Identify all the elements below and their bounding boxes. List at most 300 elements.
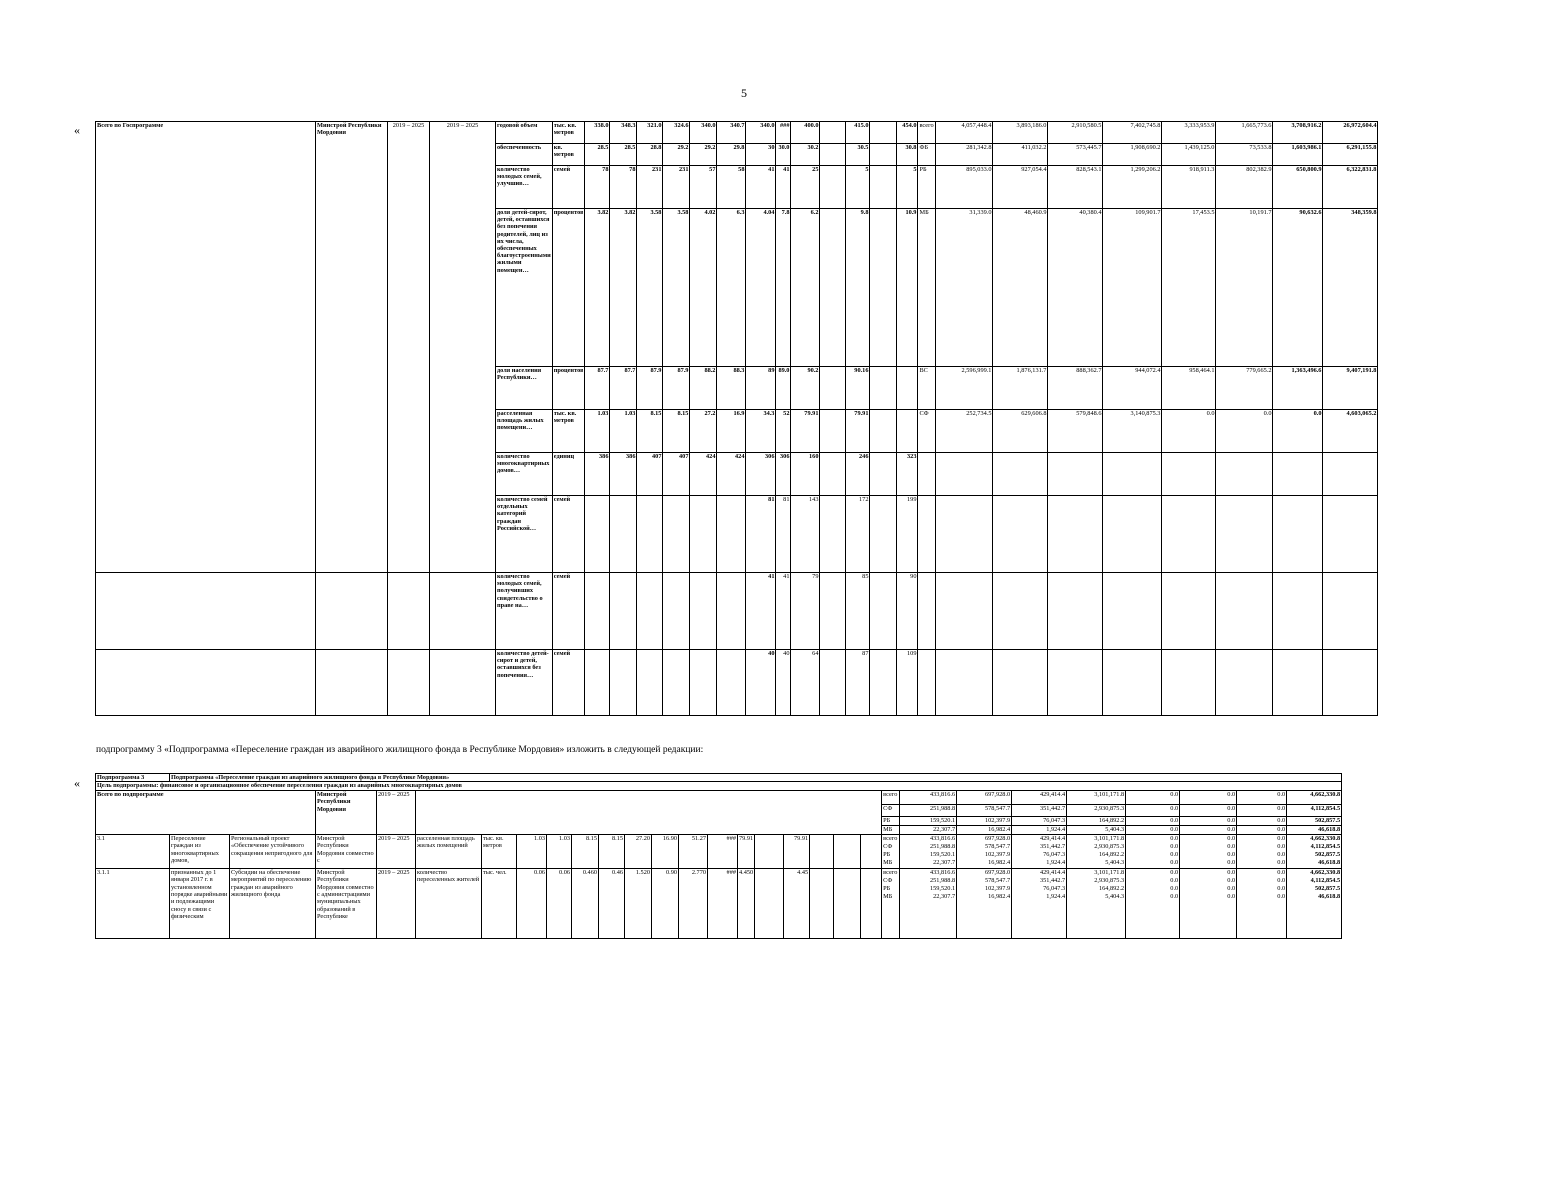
- value-cell: [820, 166, 846, 209]
- amount-cell: 888,362.7: [1048, 367, 1103, 410]
- amount-value: 16,982.4: [988, 859, 1011, 867]
- amount-cell: 0.0: [1237, 825, 1287, 834]
- amount-cell: 0.0: [1162, 410, 1216, 453]
- source-label: всего: [883, 834, 898, 842]
- empty-cell: [918, 650, 936, 716]
- program-title: Всего по Госпрограмме: [96, 122, 316, 573]
- value-cell: 5: [897, 166, 918, 209]
- amount-cell: 4,057,448.4: [936, 122, 993, 144]
- value-cell: [897, 410, 918, 453]
- amount-cell: 351,442.7: [1012, 804, 1067, 816]
- value-cell: 30.5: [846, 144, 870, 166]
- amount-cell: 164,892.2: [1067, 816, 1126, 825]
- amount-value: 0.0: [1227, 868, 1236, 876]
- value-cell: 7.8: [776, 209, 791, 367]
- amount-cell: 0.0: [1126, 804, 1180, 816]
- value-cell: 0.90: [652, 868, 679, 938]
- value-cell: 40: [746, 650, 776, 716]
- amount-cell: 433,816.6: [900, 790, 957, 804]
- source-cell: МБ: [918, 209, 936, 367]
- indicator-label: обеспеченность: [497, 144, 542, 151]
- amount-cell: 48,460.9: [993, 209, 1048, 367]
- indicator-label: количество детей-сирот и детей, оставшихся без попечения…: [497, 650, 549, 679]
- unit-cell: [552, 144, 585, 166]
- amount-cell: 779,665.2: [1216, 367, 1273, 410]
- value-cell: [820, 496, 846, 573]
- amount-value: 2,930,875.3: [1094, 843, 1125, 851]
- table-row: [96, 868, 1342, 938]
- amount-cell: 0.0: [1237, 816, 1287, 825]
- value-cell: 0.06: [517, 868, 547, 938]
- value-cell: 28.5: [585, 144, 610, 166]
- amount-value: 46,618.8: [1318, 859, 1341, 867]
- value-cell: [717, 496, 746, 573]
- value-cell: [870, 453, 897, 496]
- amount-cell: [1126, 868, 1180, 938]
- value-cell: [585, 650, 610, 716]
- indicator-label: годовой объем: [497, 122, 538, 129]
- amount-cell: 1,603,986.1: [1273, 144, 1323, 166]
- amount-cell: 1,299,206.2: [1103, 166, 1162, 209]
- page-number: 5: [741, 86, 747, 100]
- value-cell: 29.2: [690, 144, 717, 166]
- empty-cell: [1103, 650, 1162, 716]
- amount-cell: 1,908,690.2: [1103, 144, 1162, 166]
- amount-cell: 9,407,191.8: [1323, 367, 1378, 410]
- value-cell: [870, 209, 897, 367]
- empty-cell: [416, 790, 882, 834]
- amount-cell: [900, 834, 957, 868]
- unit-cell: [552, 367, 585, 410]
- measure-name: [170, 834, 230, 868]
- empty-cell: [430, 573, 496, 650]
- amount-cell: 944,072.4: [1103, 367, 1162, 410]
- amount-cell: [1012, 834, 1067, 868]
- source-label: СФ: [883, 843, 893, 851]
- project-name: [230, 868, 316, 938]
- value-cell: 386: [585, 453, 610, 496]
- value-cell: 340.0: [746, 122, 776, 144]
- empty-cell: [1273, 573, 1323, 650]
- value-cell: [717, 573, 746, 650]
- table-row: [96, 834, 1342, 868]
- executor-cell: [316, 834, 377, 868]
- unit-cell: [552, 496, 585, 573]
- amount-cell: [957, 868, 1012, 938]
- amount-cell: 0.0: [1180, 816, 1237, 825]
- amount-value: 0.0: [1227, 859, 1236, 867]
- project-name-text: Субсидии на обеспечение мероприятий по переселению граждан из аварийного жилищного фонда: [231, 868, 312, 899]
- source-cell: [882, 868, 900, 938]
- empty-cell: [936, 453, 993, 496]
- value-cell: 424: [717, 453, 746, 496]
- empty-cell: [96, 573, 316, 650]
- source-cell: ВС: [918, 367, 936, 410]
- value-cell: 9.8: [846, 209, 870, 367]
- amount-value: 102,397.9: [984, 885, 1011, 893]
- value-cell: 90.2: [791, 367, 820, 410]
- value-cell: 324.6: [663, 122, 690, 144]
- amount-value: 159,520.1: [929, 885, 956, 893]
- project-name: [230, 834, 316, 868]
- amount-value: 502,857.5: [1314, 851, 1341, 859]
- amount-value: 0.0: [1277, 893, 1286, 901]
- amount-cell: 697,928.0: [957, 790, 1012, 804]
- value-cell: 172: [846, 496, 870, 573]
- amount-value: 0.0: [1170, 834, 1179, 842]
- empty-cell: [993, 496, 1048, 573]
- source-label: МБ: [883, 893, 893, 901]
- indicator-label: расселенная площадь жилых помещени…: [497, 410, 544, 432]
- unit-label: единиц: [553, 453, 575, 460]
- value-cell: [690, 496, 717, 573]
- value-cell: 79.91: [791, 410, 820, 453]
- source-cell: всего: [882, 790, 900, 804]
- value-cell: 6.2: [791, 209, 820, 367]
- value-cell: 5: [846, 166, 870, 209]
- amount-cell: [1237, 868, 1287, 938]
- amount-value: 433,816.6: [929, 868, 956, 876]
- amount-value: 0.0: [1227, 834, 1236, 842]
- indicator-name: [496, 410, 553, 453]
- value-cell: 4.45: [784, 868, 810, 938]
- value-cell: 41: [746, 166, 776, 209]
- value-cell: [870, 573, 897, 650]
- unit-cell: [552, 209, 585, 367]
- empty-cell: [936, 650, 993, 716]
- amount-cell: [1126, 834, 1180, 868]
- amount-cell: 4,662,330.8: [1287, 790, 1342, 804]
- value-cell: 30.8: [897, 144, 918, 166]
- empty-cell: [1216, 496, 1273, 573]
- value-cell: 323: [897, 453, 918, 496]
- amount-cell: 1,439,125.0: [1162, 144, 1216, 166]
- value-cell: [820, 144, 846, 166]
- unit-cell: [552, 410, 585, 453]
- period-cell: 2019 – 2025: [377, 868, 416, 938]
- amount-cell: 102,397.9: [957, 816, 1012, 825]
- value-cell: [690, 573, 717, 650]
- amount-cell: 4,112,854.5: [1287, 804, 1342, 816]
- empty-cell: [1162, 453, 1216, 496]
- unit-label: тыс. кв. метров: [553, 410, 577, 425]
- empty-cell: [388, 573, 430, 650]
- amount-value: 578,547.7: [984, 843, 1011, 851]
- amount-cell: 502,857.5: [1287, 816, 1342, 825]
- value-cell: 30: [746, 144, 776, 166]
- value-cell: 30.2: [791, 144, 820, 166]
- value-cell: 51.27: [679, 834, 708, 868]
- value-cell: 3.82: [585, 209, 610, 367]
- empty-cell: [1162, 573, 1216, 650]
- amount-cell: 3,708,916.2: [1273, 122, 1323, 144]
- empty-cell: [1216, 453, 1273, 496]
- value-cell: [663, 573, 690, 650]
- value-cell: 109: [897, 650, 918, 716]
- total-label: Всего по подпрограмме: [96, 790, 316, 834]
- source-label: всего: [883, 868, 898, 876]
- indicator-name: расселенная площадь жилых помещений: [416, 834, 482, 868]
- empty-cell: [1273, 496, 1323, 573]
- value-cell: [820, 367, 846, 410]
- amount-value: 251,988.8: [929, 843, 956, 851]
- source-label: РБ: [883, 885, 891, 893]
- source-label: МБ: [883, 859, 893, 867]
- amount-cell: [1067, 868, 1126, 938]
- amount-value: 0.0: [1277, 859, 1286, 867]
- source-cell: [882, 834, 900, 868]
- empty-cell: [1103, 453, 1162, 496]
- unit-cell: [552, 573, 585, 650]
- amount-value: 164,892.2: [1098, 885, 1125, 893]
- value-cell: 30.0: [776, 144, 791, 166]
- value-cell: 1.03: [517, 834, 547, 868]
- amount-value: 0.0: [1277, 868, 1286, 876]
- value-cell: [585, 496, 610, 573]
- program-table: [95, 121, 1378, 716]
- empty-cell: [1323, 453, 1378, 496]
- value-cell: 407: [663, 453, 690, 496]
- indicator-name: [496, 367, 553, 410]
- amount-value: 4,112,854.5: [1310, 877, 1341, 885]
- executor-cell-text: Минстрой Республики Мордовия совместно с: [317, 834, 374, 865]
- amount-value: 0.0: [1227, 877, 1236, 885]
- amount-cell: 6,291,155.8: [1323, 144, 1378, 166]
- subprogram-table: [95, 773, 1342, 939]
- value-cell: 90: [897, 573, 918, 650]
- value-cell: 90.16: [846, 367, 870, 410]
- unit-cell: [552, 166, 585, 209]
- amount-value: 46,618.8: [1318, 893, 1341, 901]
- amount-cell: 73,533.8: [1216, 144, 1273, 166]
- indicator-name: количество переселенных жителей: [416, 868, 482, 938]
- amount-value: 429,414.4: [1039, 834, 1066, 842]
- empty-cell: [1273, 650, 1323, 716]
- amount-cell: 1,924.4: [1012, 825, 1067, 834]
- amount-cell: 0.0: [1237, 790, 1287, 804]
- empty-cell: [1273, 453, 1323, 496]
- empty-cell: [918, 496, 936, 573]
- value-cell: [870, 650, 897, 716]
- amount-cell: 159,520.1: [900, 816, 957, 825]
- amount-value: 22,307.7: [933, 893, 956, 901]
- amount-cell: 918,911.3: [1162, 166, 1216, 209]
- value-cell: 78: [585, 166, 610, 209]
- unit-cell: [552, 453, 585, 496]
- amount-cell: [1067, 834, 1126, 868]
- amount-cell: 16,982.4: [957, 825, 1012, 834]
- amount-cell: 251,988.8: [900, 804, 957, 816]
- measure-name: [170, 868, 230, 938]
- empty-cell: [316, 573, 388, 650]
- value-cell: 87: [846, 650, 870, 716]
- empty-cell: [1162, 650, 1216, 716]
- value-cell: 1.03: [585, 410, 610, 453]
- amount-value: 251,988.8: [929, 877, 956, 885]
- unit-cell: [552, 650, 585, 716]
- value-cell: 16.9: [717, 410, 746, 453]
- value-cell: 52: [776, 410, 791, 453]
- value-cell: [834, 834, 861, 868]
- amount-cell: 281,342.8: [936, 144, 993, 166]
- amount-value: 0.0: [1277, 885, 1286, 893]
- empty-cell: [1103, 573, 1162, 650]
- amount-value: 102,397.9: [984, 851, 1011, 859]
- value-cell: [834, 868, 861, 938]
- amount-cell: 40,380.4: [1048, 209, 1103, 367]
- value-cell: 88.2: [690, 367, 717, 410]
- value-cell: [690, 650, 717, 716]
- value-cell: [610, 650, 637, 716]
- amount-cell: 578,547.7: [957, 804, 1012, 816]
- value-cell: 407: [637, 453, 663, 496]
- amount-value: 0.0: [1277, 834, 1286, 842]
- value-cell: 306: [746, 453, 776, 496]
- indicator-name: [496, 496, 553, 573]
- value-cell: 386: [610, 453, 637, 496]
- amount-value: 0.0: [1227, 893, 1236, 901]
- value-cell: 0.46: [599, 868, 625, 938]
- subprogram-label: Подпрограмма 3: [96, 774, 170, 782]
- value-cell: [870, 122, 897, 144]
- value-cell: 424: [690, 453, 717, 496]
- amount-value: 0.0: [1170, 843, 1179, 851]
- value-cell: [610, 496, 637, 573]
- empty-cell: [918, 573, 936, 650]
- value-cell: 340.7: [717, 122, 746, 144]
- table-row: [96, 650, 1378, 716]
- indicator-label: количество молодых семей, получивших свидетельство о праве на…: [497, 573, 543, 609]
- amount-value: 4,662,330.8: [1310, 834, 1341, 842]
- value-cell: [663, 496, 690, 573]
- amount-cell: 895,033.0: [936, 166, 993, 209]
- amount-value: 0.0: [1277, 843, 1286, 851]
- value-cell: 58: [717, 166, 746, 209]
- value-cell: 8.15: [572, 834, 599, 868]
- amount-value: 0.0: [1170, 885, 1179, 893]
- quote-mark: «: [74, 123, 80, 137]
- table-row: [96, 573, 1378, 650]
- amount-value: 16,982.4: [988, 893, 1011, 901]
- amount-value: 159,520.1: [929, 851, 956, 859]
- amount-cell: 429,414.4: [1012, 790, 1067, 804]
- value-cell: [755, 834, 784, 868]
- empty-cell: [1216, 573, 1273, 650]
- amount-cell: 7,402,745.8: [1103, 122, 1162, 144]
- value-cell: 4.450: [738, 868, 755, 938]
- value-cell: 87.9: [663, 367, 690, 410]
- amount-value: 0.0: [1277, 877, 1286, 885]
- amount-cell: 0.0: [1273, 410, 1323, 453]
- amount-value: 4,112,854.5: [1310, 843, 1341, 851]
- value-cell: [870, 166, 897, 209]
- amount-cell: 17,453.5: [1162, 209, 1216, 367]
- value-cell: 41: [776, 166, 791, 209]
- value-cell: 87.7: [610, 367, 637, 410]
- amount-cell: 0.0: [1180, 790, 1237, 804]
- value-cell: 321.0: [637, 122, 663, 144]
- amount-cell: 0.0: [1126, 825, 1180, 834]
- amount-cell: 573,445.7: [1048, 144, 1103, 166]
- source-cell: всего: [918, 122, 936, 144]
- unit-label: семей: [553, 650, 571, 657]
- value-cell: [820, 573, 846, 650]
- table-row: [96, 122, 1378, 144]
- value-cell: [755, 868, 784, 938]
- value-cell: 1.03: [610, 410, 637, 453]
- value-cell: 79: [791, 573, 820, 650]
- value-cell: 87.7: [585, 367, 610, 410]
- amount-cell: [1287, 834, 1342, 868]
- measure-name-text: Переселение граждан из многоквартирных домов,: [171, 834, 219, 865]
- amount-value: 0.0: [1277, 851, 1286, 859]
- empty-cell: [936, 496, 993, 573]
- indicator-name: [496, 166, 553, 209]
- value-cell: [810, 868, 834, 938]
- value-cell: [637, 650, 663, 716]
- value-cell: 338.0: [585, 122, 610, 144]
- amount-cell: 46,618.8: [1287, 825, 1342, 834]
- value-cell: 89.0: [776, 367, 791, 410]
- amount-cell: [1287, 868, 1342, 938]
- empty-cell: [1216, 650, 1273, 716]
- amount-value: 502,857.5: [1314, 885, 1341, 893]
- amount-cell: 828,543.1: [1048, 166, 1103, 209]
- value-cell: 3.58: [663, 209, 690, 367]
- empty-cell: [1048, 650, 1103, 716]
- value-cell: [820, 453, 846, 496]
- amount-value: 351,442.7: [1039, 877, 1066, 885]
- amount-value: 0.0: [1170, 851, 1179, 859]
- value-cell: 87.9: [637, 367, 663, 410]
- empty-cell: [1323, 496, 1378, 573]
- amount-value: 5,404.3: [1105, 893, 1125, 901]
- amount-cell: 802,382.9: [1216, 166, 1273, 209]
- empty-cell: [388, 650, 430, 716]
- amount-cell: 0.0: [1126, 816, 1180, 825]
- amount-value: 0.0: [1170, 877, 1179, 885]
- value-cell: 88.3: [717, 367, 746, 410]
- indicator-label: количество семей отдельных категорий граждан Российской…: [497, 496, 548, 532]
- amount-value: 0.0: [1170, 868, 1179, 876]
- value-cell: 79.91: [738, 834, 755, 868]
- value-cell: [820, 209, 846, 367]
- value-cell: 4.04: [746, 209, 776, 367]
- value-cell: 81: [746, 496, 776, 573]
- indicator-label: доля детей-сирот, детей, оставшихся без попечения родителей, лиц из их числа, обеспеченных благоустроенными жилыми помещен…: [497, 209, 551, 274]
- value-cell: 64: [791, 650, 820, 716]
- value-cell: 2.770: [679, 868, 708, 938]
- executor-cell-text: Минстрой Республики Мордовия совместно с администрациями муниципальных образований в Республике: [317, 868, 374, 921]
- unit-label: семей: [553, 573, 571, 580]
- amount-cell: 0.0: [1180, 804, 1237, 816]
- amount-value: 3,101,171.8: [1094, 868, 1125, 876]
- value-cell: 79.91: [784, 834, 810, 868]
- row-number: 3.1.1: [96, 868, 170, 938]
- value-cell: 8.15: [637, 410, 663, 453]
- source-label: СФ: [883, 877, 893, 885]
- source-cell: РБ: [882, 816, 900, 825]
- period-cell: 2019 – 2025: [377, 834, 416, 868]
- value-cell: 28.8: [637, 144, 663, 166]
- empty-cell: [918, 453, 936, 496]
- amount-value: 4,662,330.8: [1310, 868, 1341, 876]
- empty-cell: [993, 453, 1048, 496]
- amount-value: 0.0: [1170, 859, 1179, 867]
- empty-cell: [861, 834, 882, 868]
- amount-cell: 22,307.7: [900, 825, 957, 834]
- value-cell: 25: [791, 166, 820, 209]
